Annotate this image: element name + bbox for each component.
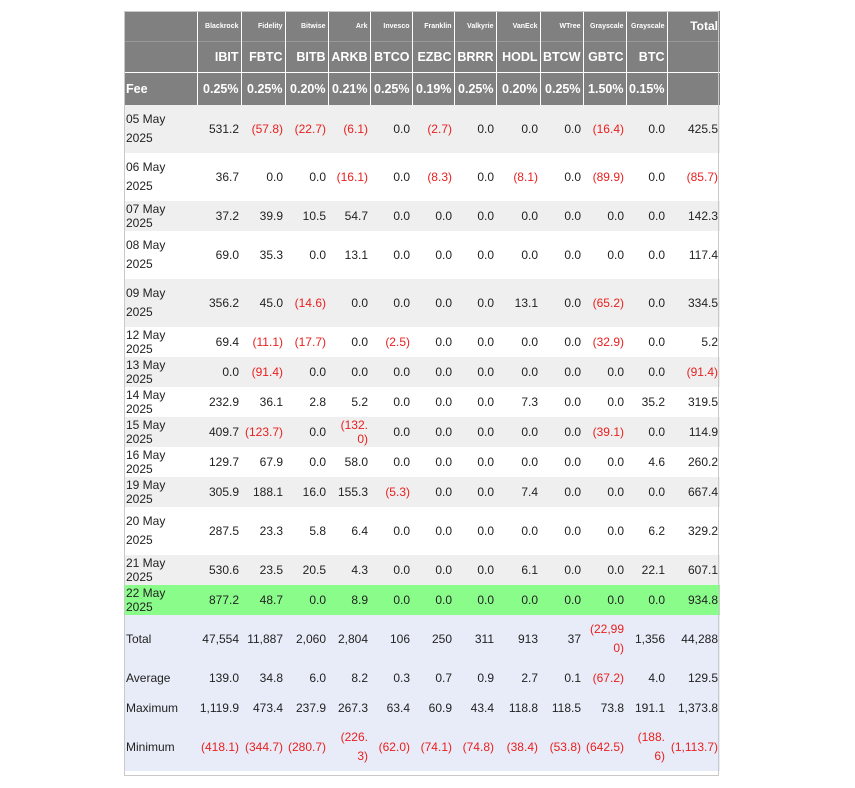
flow-cell: 0.0 [285, 357, 328, 387]
ticker-header-cell: EZBC [412, 42, 454, 73]
summary-cell: (67.2) [583, 663, 626, 693]
table-row [124, 507, 720, 555]
flow-cell: (16.1) [328, 153, 370, 201]
summary-row [124, 663, 720, 693]
flow-cell: 0.0 [454, 357, 496, 387]
flow-cell: (8.1) [496, 153, 540, 201]
summary-cell: 1,119.9 [197, 693, 241, 723]
issuer-header-cell: VanEck [496, 11, 540, 42]
fee-cell: 0.21% [328, 73, 370, 106]
flow-cell: 0.0 [626, 105, 667, 153]
summary-label: Maximum [124, 693, 197, 723]
row-total: 114.9 [667, 417, 720, 447]
row-date: 19 May 2025 [124, 477, 197, 507]
issuer-header-cell: Grayscale [583, 11, 626, 42]
flow-cell: 0.0 [370, 279, 412, 327]
flow-cell: 0.0 [370, 231, 412, 279]
flow-cell: 0.0 [626, 231, 667, 279]
flow-cell: 0.0 [454, 477, 496, 507]
ticker-header-row [124, 42, 720, 73]
row-total: 334.5 [667, 279, 720, 327]
summary-row [124, 723, 720, 771]
summary-cell: 2.7 [496, 663, 540, 693]
flow-cell: 0.0 [540, 387, 583, 417]
row-date: 05 May 2025 [124, 105, 197, 153]
flow-cell: 0.0 [583, 447, 626, 477]
flow-cell: (11.1) [241, 327, 285, 357]
ticker-header-cell: BITB [285, 42, 328, 73]
summary-cell: 250 [412, 615, 454, 663]
table-row [124, 201, 720, 231]
summary-cell: 34.8 [241, 663, 285, 693]
flow-cell: 0.0 [454, 153, 496, 201]
flow-cell: 0.0 [540, 105, 583, 153]
issuer-header-row [124, 11, 720, 42]
flow-cell: 13.1 [328, 231, 370, 279]
fee-cell: 0.25% [197, 73, 241, 106]
flow-cell: 0.0 [540, 585, 583, 615]
flow-cell: 877.2 [197, 585, 241, 615]
flow-cell: 0.0 [540, 417, 583, 447]
summary-cell: 237.9 [285, 693, 328, 723]
flow-cell: 8.9 [328, 585, 370, 615]
summary-cell: (344.7) [241, 723, 285, 771]
ticker-header-cell: FBTC [241, 42, 285, 73]
row-total: (85.7) [667, 153, 720, 201]
table-row [124, 153, 720, 201]
flow-cell: 0.0 [540, 447, 583, 477]
flow-cell: 0.0 [626, 201, 667, 231]
row-date: 20 May 2025 [124, 507, 197, 555]
flow-cell: 13.1 [496, 279, 540, 327]
flow-cell: 0.0 [454, 585, 496, 615]
summary-cell: 0.7 [412, 663, 454, 693]
flow-cell: 0.0 [583, 231, 626, 279]
summary-cell: 4.0 [626, 663, 667, 693]
summary-cell: (62.0) [370, 723, 412, 771]
summary-label: Minimum [124, 723, 197, 771]
flow-cell: 0.0 [454, 507, 496, 555]
flow-cell: 39.9 [241, 201, 285, 231]
ticker-header-cell: BTCW [540, 42, 583, 73]
issuer-header-blank [124, 11, 197, 42]
row-date: 16 May 2025 [124, 447, 197, 477]
summary-cell: (22,990) [583, 615, 626, 663]
summary-cell: (226.3) [328, 723, 370, 771]
summary-cell: 63.4 [370, 693, 412, 723]
flow-cell: 0.0 [454, 417, 496, 447]
summary-label: Average [124, 663, 197, 693]
issuer-header-cell: Invesco [370, 11, 412, 42]
flow-cell: 7.3 [496, 387, 540, 417]
summary-cell: 0.1 [540, 663, 583, 693]
summary-cell: 43.4 [454, 693, 496, 723]
flow-cell: (16.4) [583, 105, 626, 153]
issuer-header-cell: Franklin [412, 11, 454, 42]
flow-cell: 0.0 [285, 417, 328, 447]
flow-cell: 287.5 [197, 507, 241, 555]
flow-cell: (32.9) [583, 327, 626, 357]
table-row [124, 105, 720, 153]
flow-cell: 0.0 [454, 231, 496, 279]
fee-cell: 0.15% [626, 73, 667, 106]
flow-cell: 0.0 [370, 555, 412, 585]
flow-cell: 0.0 [626, 417, 667, 447]
ticker-header-blank [124, 42, 197, 73]
flow-cell: (132.0) [328, 417, 370, 447]
flow-cell: (2.5) [370, 327, 412, 357]
summary-cell: 106 [370, 615, 412, 663]
flow-cell: 0.0 [412, 555, 454, 585]
flow-cell: 23.5 [241, 555, 285, 585]
ticker-header-cell: HODL [496, 42, 540, 73]
summary-cell: 47,554 [197, 615, 241, 663]
summary-cell: (74.8) [454, 723, 496, 771]
ticker-header-cell: GBTC [583, 42, 626, 73]
flow-cell: 5.2 [328, 387, 370, 417]
summary-cell: 8.2 [328, 663, 370, 693]
flow-cell: (17.7) [285, 327, 328, 357]
flow-cell: 45.0 [241, 279, 285, 327]
flow-cell: 0.0 [496, 231, 540, 279]
flow-cell: 20.5 [285, 555, 328, 585]
flow-cell: 67.9 [241, 447, 285, 477]
flow-cell: 48.7 [241, 585, 285, 615]
summary-cell: 2,804 [328, 615, 370, 663]
flow-cell: 69.0 [197, 231, 241, 279]
fee-cell: 0.19% [412, 73, 454, 106]
summary-row [124, 693, 720, 723]
flow-cell: 23.3 [241, 507, 285, 555]
flow-cell: 0.0 [496, 105, 540, 153]
flow-cell: 129.7 [197, 447, 241, 477]
flow-cell: 0.0 [285, 585, 328, 615]
summary-cell: (280.7) [285, 723, 328, 771]
flow-cell: 0.0 [370, 105, 412, 153]
flow-cell: 0.0 [370, 507, 412, 555]
row-total: 260.2 [667, 447, 720, 477]
flow-cell: 36.1 [241, 387, 285, 417]
summary-cell: (74.1) [412, 723, 454, 771]
row-total: 607.1 [667, 555, 720, 585]
summary-row [124, 615, 720, 663]
table-row [124, 387, 720, 417]
flow-cell: 0.0 [583, 555, 626, 585]
flow-cell: 0.0 [626, 357, 667, 387]
summary-total: 129.5 [667, 663, 720, 693]
flow-cell: 0.0 [496, 201, 540, 231]
summary-cell: 0.3 [370, 663, 412, 693]
issuer-header-cell: Grayscale [626, 11, 667, 42]
flow-cell: 0.0 [583, 357, 626, 387]
flow-cell: 0.0 [496, 417, 540, 447]
summary-cell: 118.8 [496, 693, 540, 723]
fee-cell: 0.25% [540, 73, 583, 106]
fee-cell: 1.50% [583, 73, 626, 106]
flow-cell: 69.4 [197, 327, 241, 357]
flow-cell: 5.8 [285, 507, 328, 555]
summary-cell: (188.6) [626, 723, 667, 771]
flow-cell: (57.8) [241, 105, 285, 153]
flow-cell: 37.2 [197, 201, 241, 231]
summary-cell: 60.9 [412, 693, 454, 723]
flow-cell: 0.0 [496, 507, 540, 555]
flow-cell: 58.0 [328, 447, 370, 477]
fee-cell: 0.25% [241, 73, 285, 106]
row-total: 142.3 [667, 201, 720, 231]
flow-cell: 0.0 [540, 327, 583, 357]
flow-cell: 0.0 [454, 327, 496, 357]
ticker-header-cell: ARKB [328, 42, 370, 73]
flow-cell: (89.9) [583, 153, 626, 201]
issuer-header-cell: Blackrock [197, 11, 241, 42]
flow-cell: (65.2) [583, 279, 626, 327]
flow-cell: 0.0 [370, 447, 412, 477]
flow-cell: 0.0 [412, 477, 454, 507]
flow-cell: 0.0 [540, 201, 583, 231]
flow-cell: 0.0 [370, 357, 412, 387]
flow-cell: 0.0 [540, 357, 583, 387]
flow-cell: 531.2 [197, 105, 241, 153]
flow-cell: 0.0 [496, 585, 540, 615]
summary-cell: 913 [496, 615, 540, 663]
table-row [124, 417, 720, 447]
fee-label: Fee [124, 73, 197, 106]
flow-cell: 0.0 [412, 507, 454, 555]
total-column-header: Total [667, 11, 720, 42]
flow-cell: 0.0 [540, 507, 583, 555]
flow-cell: 356.2 [197, 279, 241, 327]
flow-cell: 0.0 [626, 327, 667, 357]
row-total: 425.5 [667, 105, 720, 153]
row-total: 5.2 [667, 327, 720, 357]
summary-cell: (418.1) [197, 723, 241, 771]
flow-cell: 0.0 [540, 153, 583, 201]
issuer-header-cell: Bitwise [285, 11, 328, 42]
flow-cell: (14.6) [285, 279, 328, 327]
row-date: 22 May 2025 [124, 585, 197, 615]
row-total: 319.5 [667, 387, 720, 417]
summary-total: (1,113.7) [667, 723, 720, 771]
flow-cell: 0.0 [583, 507, 626, 555]
flow-cell: 0.0 [328, 327, 370, 357]
summary-cell: 1,356 [626, 615, 667, 663]
etf-flow-table-container [124, 11, 720, 771]
flow-cell: 0.0 [412, 387, 454, 417]
flow-cell: 0.0 [285, 153, 328, 201]
flow-cell: 0.0 [370, 417, 412, 447]
flow-cell: 0.0 [626, 477, 667, 507]
issuer-header-cell: Ark [328, 11, 370, 42]
flow-cell: 16.0 [285, 477, 328, 507]
table-row [124, 357, 720, 387]
flow-cell: 0.0 [454, 387, 496, 417]
summary-total: 1,373.8 [667, 693, 720, 723]
row-total: 117.4 [667, 231, 720, 279]
row-date: 06 May 2025 [124, 153, 197, 201]
summary-cell: 0.9 [454, 663, 496, 693]
flow-cell: (5.3) [370, 477, 412, 507]
flow-cell: 35.2 [626, 387, 667, 417]
row-total: (91.4) [667, 357, 720, 387]
flow-cell: (8.3) [412, 153, 454, 201]
fee-cell: 0.25% [370, 73, 412, 106]
row-total: 329.2 [667, 507, 720, 555]
summary-cell: (642.5) [583, 723, 626, 771]
issuer-header-cell: Fidelity [241, 11, 285, 42]
flow-cell: 22.1 [626, 555, 667, 585]
summary-cell: 267.3 [328, 693, 370, 723]
summary-cell: 11,887 [241, 615, 285, 663]
flow-cell: 0.0 [540, 231, 583, 279]
flow-cell: 7.4 [496, 477, 540, 507]
table-row [124, 231, 720, 279]
table-row [124, 279, 720, 327]
flow-cell: (2.7) [412, 105, 454, 153]
flow-cell: 0.0 [583, 387, 626, 417]
flow-cell: 305.9 [197, 477, 241, 507]
row-date: 14 May 2025 [124, 387, 197, 417]
summary-total: 44,288 [667, 615, 720, 663]
flow-cell: 0.0 [540, 555, 583, 585]
ticker-header-cell: IBIT [197, 42, 241, 73]
fee-cell: 0.20% [285, 73, 328, 106]
flow-cell: 0.0 [626, 585, 667, 615]
flow-cell: 0.0 [328, 279, 370, 327]
flow-cell: 0.0 [496, 327, 540, 357]
summary-cell: 139.0 [197, 663, 241, 693]
summary-label: Total [124, 615, 197, 663]
flow-cell: 0.0 [496, 357, 540, 387]
flow-cell: 0.0 [370, 153, 412, 201]
flow-cell: 0.0 [197, 357, 241, 387]
ticker-header-total-blank [667, 42, 720, 73]
flow-cell: 0.0 [454, 201, 496, 231]
summary-cell: 473.4 [241, 693, 285, 723]
table-row [124, 585, 720, 615]
flow-cell: 0.0 [496, 447, 540, 477]
flow-cell: 0.0 [370, 387, 412, 417]
ticker-header-cell: BTC [626, 42, 667, 73]
row-total: 667.4 [667, 477, 720, 507]
flow-cell: (123.7) [241, 417, 285, 447]
flow-cell: (91.4) [241, 357, 285, 387]
row-date: 13 May 2025 [124, 357, 197, 387]
flow-cell: 0.0 [412, 417, 454, 447]
flow-cell: 0.0 [412, 585, 454, 615]
flow-cell: 0.0 [285, 231, 328, 279]
flow-cell: 2.8 [285, 387, 328, 417]
flow-cell: 0.0 [241, 153, 285, 201]
etf-flow-table [124, 11, 720, 771]
flow-cell: 4.3 [328, 555, 370, 585]
ticker-header-cell: BRRR [454, 42, 496, 73]
issuer-header-cell: Valkyrie [454, 11, 496, 42]
flow-cell: 0.0 [454, 279, 496, 327]
flow-cell: 0.0 [412, 231, 454, 279]
row-date: 21 May 2025 [124, 555, 197, 585]
flow-cell: 54.7 [328, 201, 370, 231]
table-row [124, 447, 720, 477]
flow-cell: 0.0 [626, 279, 667, 327]
flow-cell: 0.0 [370, 585, 412, 615]
flow-cell: 0.0 [412, 201, 454, 231]
flow-cell: (39.1) [583, 417, 626, 447]
flow-cell: 0.0 [370, 201, 412, 231]
flow-cell: 232.9 [197, 387, 241, 417]
flow-cell: 4.6 [626, 447, 667, 477]
flow-cell: 0.0 [583, 201, 626, 231]
summary-cell: (53.8) [540, 723, 583, 771]
flow-cell: 0.0 [583, 477, 626, 507]
flow-cell: 6.1 [496, 555, 540, 585]
summary-cell: 73.8 [583, 693, 626, 723]
flow-cell: 0.0 [412, 279, 454, 327]
summary-cell: 37 [540, 615, 583, 663]
flow-cell: 188.1 [241, 477, 285, 507]
row-date: 07 May 2025 [124, 201, 197, 231]
flow-cell: 0.0 [540, 477, 583, 507]
table-body [124, 105, 720, 771]
flow-cell: 6.2 [626, 507, 667, 555]
flow-cell: (6.1) [328, 105, 370, 153]
summary-cell: 191.1 [626, 693, 667, 723]
summary-cell: (38.4) [496, 723, 540, 771]
flow-cell: 0.0 [412, 327, 454, 357]
fee-cell: 0.25% [454, 73, 496, 106]
flow-cell: 0.0 [412, 447, 454, 477]
flow-cell: (22.7) [285, 105, 328, 153]
flow-cell: 0.0 [454, 555, 496, 585]
ticker-header-cell: BTCO [370, 42, 412, 73]
row-date: 12 May 2025 [124, 327, 197, 357]
row-date: 08 May 2025 [124, 231, 197, 279]
summary-cell: 6.0 [285, 663, 328, 693]
flow-cell: 409.7 [197, 417, 241, 447]
flow-cell: 0.0 [285, 447, 328, 477]
table-row [124, 327, 720, 357]
flow-cell: 0.0 [540, 279, 583, 327]
table-row [124, 555, 720, 585]
issuer-header-cell: WTree [540, 11, 583, 42]
row-total: 934.8 [667, 585, 720, 615]
summary-cell: 2,060 [285, 615, 328, 663]
summary-cell: 311 [454, 615, 496, 663]
row-date: 15 May 2025 [124, 417, 197, 447]
flow-cell: 6.4 [328, 507, 370, 555]
fee-cell: 0.20% [496, 73, 540, 106]
flow-cell: 0.0 [626, 153, 667, 201]
flow-cell: 10.5 [285, 201, 328, 231]
fee-header-row [124, 73, 720, 106]
flow-cell: 0.0 [583, 585, 626, 615]
flow-cell: 155.3 [328, 477, 370, 507]
summary-cell: 118.5 [540, 693, 583, 723]
table-row [124, 477, 720, 507]
flow-cell: 0.0 [412, 357, 454, 387]
flow-cell: 0.0 [454, 447, 496, 477]
fee-header-total-blank [667, 73, 720, 106]
row-date: 09 May 2025 [124, 279, 197, 327]
flow-cell: 35.3 [241, 231, 285, 279]
flow-cell: 36.7 [197, 153, 241, 201]
flow-cell: 530.6 [197, 555, 241, 585]
flow-cell: 0.0 [328, 357, 370, 387]
flow-cell: 0.0 [454, 105, 496, 153]
